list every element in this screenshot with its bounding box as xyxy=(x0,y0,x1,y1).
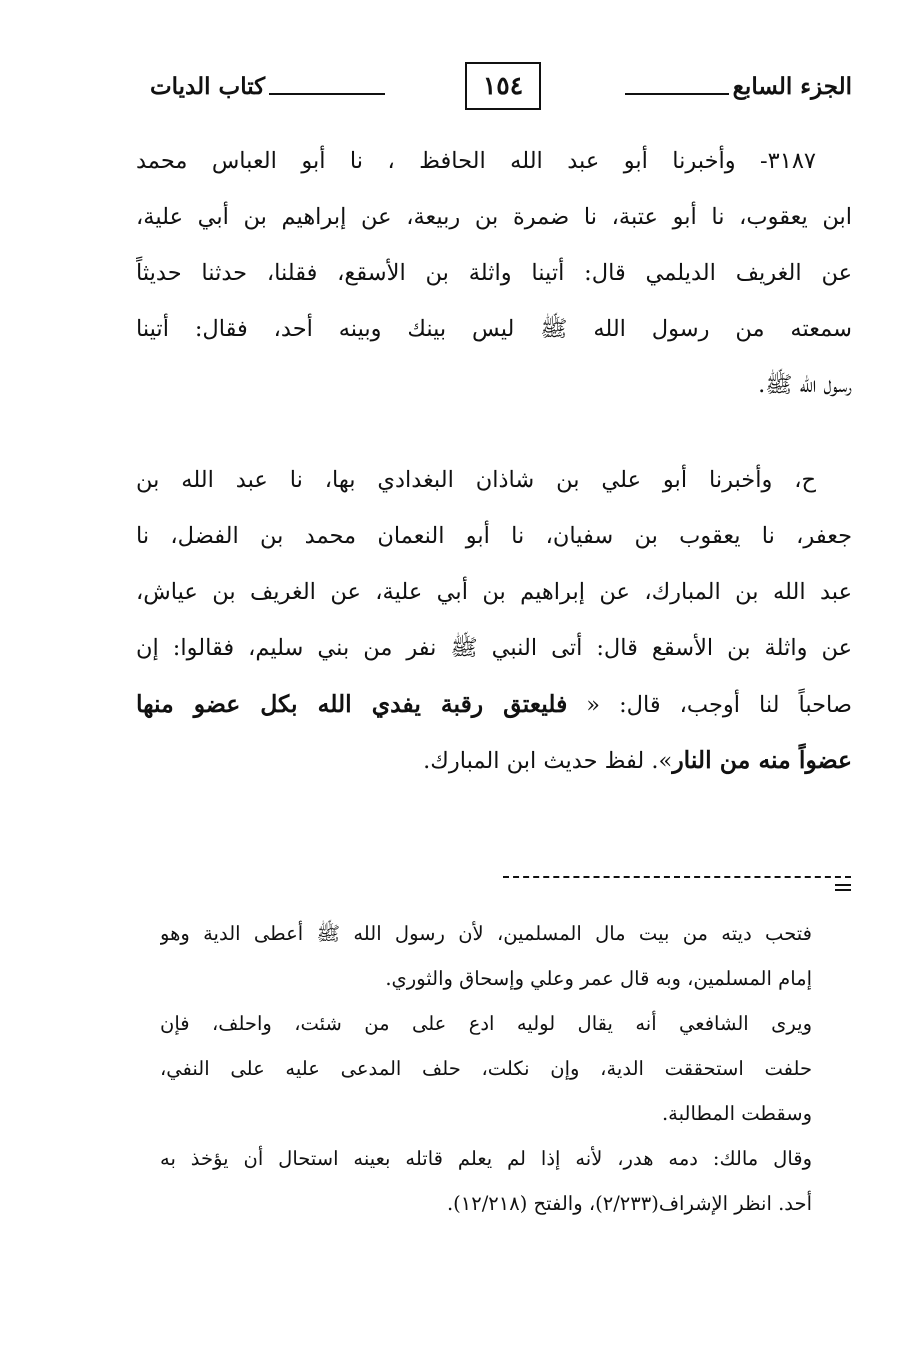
text-line: ٣١٨٧- وأخبرنا أبو عبد الله الحافظ ، نا أبو العباس محمد xyxy=(136,148,816,174)
footnote-line: إمام المسلمين، وبه قال عمر وعلي وإسحاق والثوري. xyxy=(385,967,812,990)
text-line: ابن يعقوب، نا أبو عتبة، نا ضمرة بن ربيعة، عن إبراهيم بن أبي علية، xyxy=(136,204,852,230)
header-volume-group xyxy=(625,72,852,102)
bold-hadith-text: عضواً منه من النار xyxy=(672,746,852,774)
footnote-line: أحد. انظر الإشراف(٢/٢٣٣)، والفتح (١٢/٢١٨). xyxy=(446,1192,812,1215)
text-line: عبد الله بن المبارك، عن إبراهيم بن أبي علية، عن الغريف بن عياش، xyxy=(136,579,852,605)
footnote-line: وقال مالك: دمه هدر، لأنه إذا لم يعلم قاتله بعينه استحال أن يؤخذ به xyxy=(160,1147,812,1170)
text-line-with-bold xyxy=(136,732,852,788)
footnote-separator xyxy=(503,876,851,888)
footnote-line: ويرى الشافعي أنه يقال لوليه ادع على من شئت، واحلف، فإن xyxy=(160,1012,812,1035)
text-line: عن واثلة بن الأسقع قال: أتى النبي ﷺ نفر من بني سليم، فقالوا: إن xyxy=(136,635,852,661)
bold-hadith-text: فليعتق رقبة يفدي الله بكل عضو منها xyxy=(136,690,568,718)
text-line: ح، وأخبرنا أبو علي بن شاذان البغدادي بها، نا عبد الله بن xyxy=(136,467,816,493)
dashed-rule xyxy=(503,876,851,878)
continuation-mark xyxy=(835,884,851,894)
hadith-3187-paragraph xyxy=(136,133,852,413)
page-header xyxy=(150,62,852,118)
header-rule-left xyxy=(269,93,385,95)
footnote-line: حلفت استحققت الدية، وإن نكلت، حلف المدعى عليه على النفي، xyxy=(160,1057,812,1080)
plain-text: ». لفظ حديث ابن المبارك. xyxy=(423,748,673,774)
header-title-group xyxy=(150,72,385,102)
footnote-line: فتحب ديته من بيت مال المسلمين، لأن رسول الله ﷺ أعطى الدية وهو xyxy=(160,922,812,945)
text-line: رسول الله ﷺ. xyxy=(758,372,852,398)
text-line: جعفر، نا يعقوب بن سفيان، نا أبو النعمان محمد بن الفضل، نا xyxy=(136,523,852,549)
footnote xyxy=(160,911,812,1226)
text-line: سمعته من رسول الله ﷺ ليس بينك وبينه أحد، فقال: أتينا xyxy=(136,316,852,342)
page-number-box: ١٥٤ xyxy=(465,62,541,110)
plain-text: صاحباً لنا أوجب، قال: « xyxy=(567,692,852,718)
volume-label: الجزء السابع xyxy=(732,73,852,100)
book-title: كتاب الديات xyxy=(150,73,266,100)
text-line: عن الغريف الديلمي قال: أتينا واثلة بن الأسقع، فقلنا، حدثنا حديثاً xyxy=(136,260,852,286)
second-isnad-paragraph xyxy=(136,452,852,788)
footnote-line: وسقطت المطالبة. xyxy=(661,1102,812,1125)
header-rule-right xyxy=(625,93,729,95)
text-line-with-bold xyxy=(136,676,852,732)
